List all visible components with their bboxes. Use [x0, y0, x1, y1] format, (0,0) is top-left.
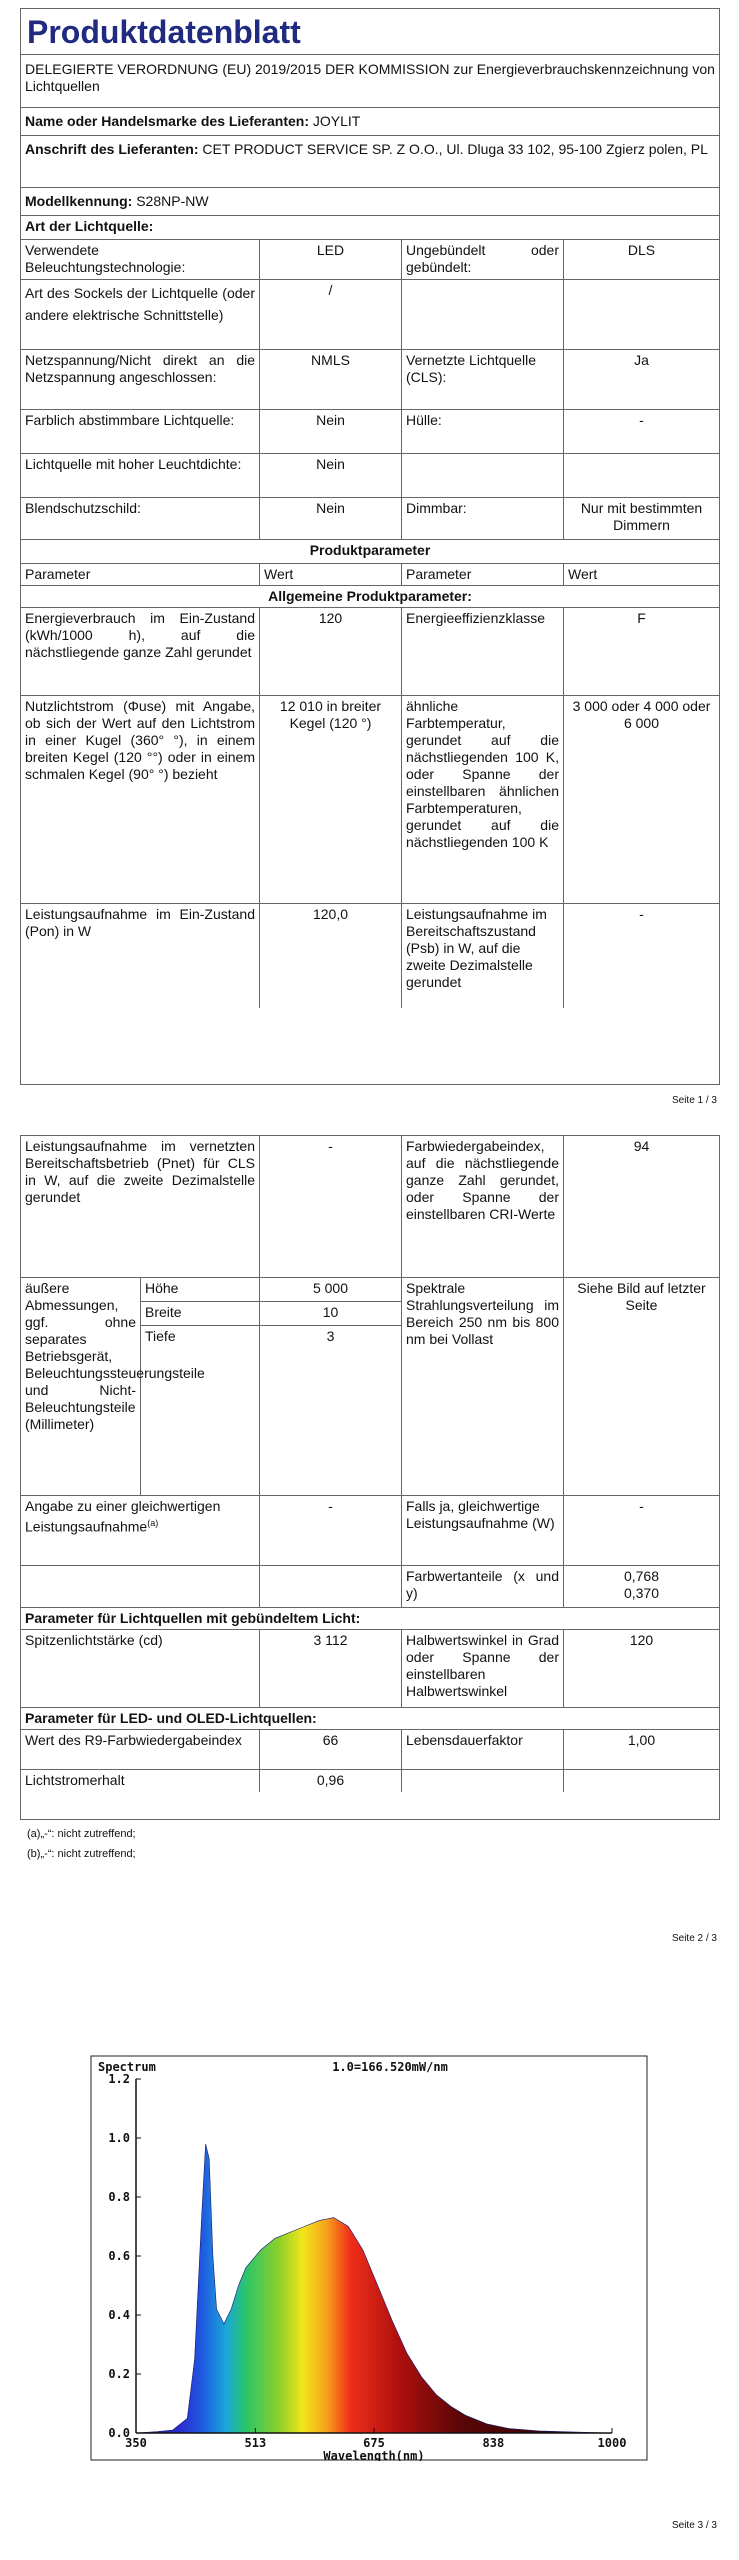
cct-value: 3 000 oder 4 000 oder 6 000	[572, 698, 711, 731]
page-title: Produktdatenblatt	[27, 14, 301, 50]
survival-label: Lebensdauerfaktor	[402, 1730, 564, 1769]
chroma-x: 0,768	[623, 1568, 660, 1584]
dims-label: äußere Abmessungen, ggf. ohne separates Betriebsgerät, Beleuchtungssteuerungsteile und Nicht-Beleuchtungsteile (Millimeter)	[21, 1278, 141, 1495]
y-tick-label: 1.2	[108, 2072, 130, 2086]
model-label: Modellkennung:	[25, 193, 133, 209]
cri-label: Farbwiedergabeindex, auf die nächstliegende ganze Zahl gerundet, oder Spanne der einstellbaren CRI-Werte	[402, 1136, 564, 1277]
spectrum-chart	[90, 2055, 648, 2461]
mains-value: NMLS	[260, 350, 402, 409]
y-tick-label: 0.2	[108, 2367, 130, 2381]
lumen-maint-value: 0,96	[260, 1770, 402, 1792]
footnote-a: (a)„-“: nicht zutreffend;	[27, 1828, 136, 1840]
supplier-name-value: JOYLIT	[312, 113, 361, 129]
width-value: 10	[322, 1304, 339, 1320]
envelope-value: -	[639, 412, 644, 428]
beam-value: 120	[629, 1632, 654, 1648]
width-label: Breite	[141, 1302, 260, 1325]
product-sheet-table	[20, 8, 720, 1085]
flux-label: Nutzlichtstrom (Φuse) mit Angabe, ob sich der Wert auf den Lichtstrom in einer Kugel (360° °), in einem breiten Kegel (120 °°) oder in einem schmalen Kegel (90° °) bezieht	[21, 696, 260, 903]
pon-value: 120,0	[260, 904, 402, 1008]
col-value-1: Wert	[260, 564, 402, 585]
x-tick-label: 675	[363, 2436, 385, 2450]
spd-value: Siehe Bild auf letzter Seite	[577, 1280, 706, 1313]
colour-tunable-value: Nein	[260, 410, 402, 453]
dimmable-value: Nur mit bestimmten Dimmern	[580, 500, 703, 533]
supplier-address-value: CET PRODUCT SERVICE SP. Z O.O., Ul. Dluga 33 102, 95-100 Zgierz polen, PL	[202, 141, 708, 157]
bundled-label: Ungebündelt oder gebündelt:	[402, 240, 564, 279]
x-tick-label: 1000	[597, 2436, 627, 2450]
pon-label: Leistungsaufnahme im Ein-Zustand (Pon) in W	[21, 904, 260, 1008]
light-source-type-heading: Art der Lichtquelle:	[25, 218, 154, 234]
mains-label: Netzspannung/Nicht direkt an die Netzspannung angeschlossen:	[21, 350, 260, 409]
chart-title: Spectrum	[98, 2060, 156, 2074]
product-params-heading: Produktparameter	[309, 542, 431, 558]
equiv-power-label: Falls ja, gleichwertige Leistungsaufnahme (W)	[402, 1496, 564, 1565]
chroma-label: Farbwertanteile (x und y)	[402, 1566, 564, 1607]
equiv-label: Angabe zu einer gleichwertigen Leistungsaufnahme$^{(a)}$	[21, 1496, 260, 1565]
envelope-label: Hülle:	[402, 410, 564, 453]
cri-value: 94	[633, 1138, 650, 1154]
flux-value: 12 010 in breiter Kegel (120 °)	[260, 696, 402, 903]
y-tick-label: 0.8	[108, 2190, 130, 2204]
led-heading: Parameter für LED- und OLED-Lichtquellen:	[25, 1710, 317, 1726]
general-params-heading: Allgemeine Produktparameter:	[268, 588, 472, 604]
page-number-3: Seite 3 / 3	[671, 2520, 717, 2531]
pnet-value: -	[260, 1136, 402, 1277]
depth-label: Tiefe	[141, 1326, 260, 1495]
page-number-1: Seite 1 / 3	[671, 1095, 717, 1106]
depth-value: 3	[326, 1328, 335, 1344]
technology-value: LED	[260, 240, 402, 279]
height-value: 5 000	[312, 1280, 349, 1296]
x-axis-label: Wavelength(nm)	[323, 2449, 425, 2461]
psb-label: Leistungsaufnahme im Bereitschaftszustand (Psb) in W, auf die zweite Dezimalstelle gerundet	[402, 904, 564, 1008]
chroma-y: 0,370	[623, 1585, 660, 1601]
col-param-2: Parameter	[402, 564, 564, 585]
x-tick-label: 350	[125, 2436, 147, 2450]
anti-glare-value: Nein	[260, 498, 402, 539]
cct-label: ähnliche Farbtemperatur, gerundet auf die nächstliegenden 100 K, oder Spanne der einstellbaren ähnlichen Farbtemperaturen, gerundet auf die nächstliegenden 100 K	[402, 696, 564, 903]
y-tick-label: 0.6	[108, 2249, 130, 2263]
col-value-2: Wert	[568, 566, 598, 582]
y-tick-label: 1.0	[108, 2131, 130, 2145]
energy-value: 120	[260, 608, 402, 695]
footnote-b: (b)„-“: nicht zutreffend;	[27, 1848, 136, 1860]
r9-value: 66	[260, 1730, 402, 1769]
high-luminance-value: Nein	[260, 454, 402, 497]
cap-label: Art des Sockels der Lichtquelle (oder andere elektrische Schnittstelle)	[21, 280, 260, 349]
energy-label: Energieverbrauch im Ein-Zustand (kWh/1000 h), auf die nächstliegende ganze Zahl gerundet	[21, 608, 260, 695]
dls-heading: Parameter für Lichtquellen mit gebündeltem Licht:	[25, 1610, 361, 1626]
cap-value: /	[260, 280, 402, 349]
peak-value: 3 112	[260, 1630, 402, 1707]
peak-label: Spitzenlichtstärke (cd)	[21, 1630, 260, 1707]
psb-value: -	[639, 906, 644, 922]
beam-label: Halbwertswinkel in Grad oder Spanne der einstellbaren Halbwertswinkel	[402, 1630, 564, 1707]
regulation-text: DELEGIERTE VERORDNUNG (EU) 2019/2015 DER KOMMISSION zur Energieverbrauchskennzeichnung von Lichtquellen	[25, 61, 715, 94]
r9-label: Wert des R9-Farbwiedergabeindex	[21, 1730, 260, 1769]
y-tick-label: 0.4	[108, 2308, 130, 2322]
height-label: Höhe	[141, 1278, 260, 1301]
equiv-value: -	[260, 1496, 402, 1565]
x-tick-label: 513	[244, 2436, 267, 2450]
survival-value: 1,00	[627, 1732, 656, 1748]
product-sheet-table-2	[20, 1135, 720, 1820]
col-param-1: Parameter	[21, 564, 260, 585]
x-tick-label: 838	[482, 2436, 505, 2450]
bundled-value: DLS	[627, 242, 656, 258]
lumen-maint-label: Lichtstromerhalt	[21, 1770, 260, 1792]
anti-glare-label: Blendschutzschild:	[21, 498, 260, 539]
supplier-name-label: Name oder Handelsmarke des Lieferanten:	[25, 113, 309, 129]
chart-annotation: 1.0=166.520mW/nm	[332, 2060, 448, 2074]
y-tick-label: 0.0	[108, 2426, 130, 2440]
equiv-power-value: -	[639, 1498, 644, 1514]
model-value: S28NP-NW	[136, 193, 209, 209]
efficiency-label: Energieeffizienzklasse	[402, 608, 564, 695]
spd-label: Spektrale Strahlungsverteilung im Bereich 250 nm bis 800 nm bei Vollast	[402, 1278, 564, 1495]
supplier-address-label: Anschrift des Lieferanten:	[25, 141, 199, 157]
chroma-values	[564, 1566, 719, 1607]
cls-value: Ja	[634, 352, 649, 368]
pnet-label: Leistungsaufnahme im vernetzten Bereitschaftsbetrieb (Pnet) für CLS in W, auf die zweite Dezimalstelle gerundet	[21, 1136, 260, 1277]
dimmable-label: Dimmbar:	[402, 498, 564, 539]
colour-tunable-label: Farblich abstimmbare Lichtquelle:	[21, 410, 260, 453]
page-number-2: Seite 2 / 3	[671, 1933, 717, 1944]
technology-label: Verwendete Beleuchtungstechnologie:	[21, 240, 260, 279]
cls-label: Vernetzte Lichtquelle (CLS):	[402, 350, 564, 409]
spectrum-svg	[90, 2055, 648, 2461]
efficiency-value: F	[637, 610, 646, 626]
high-luminance-label: Lichtquelle mit hoher Leuchtdichte:	[21, 454, 260, 497]
